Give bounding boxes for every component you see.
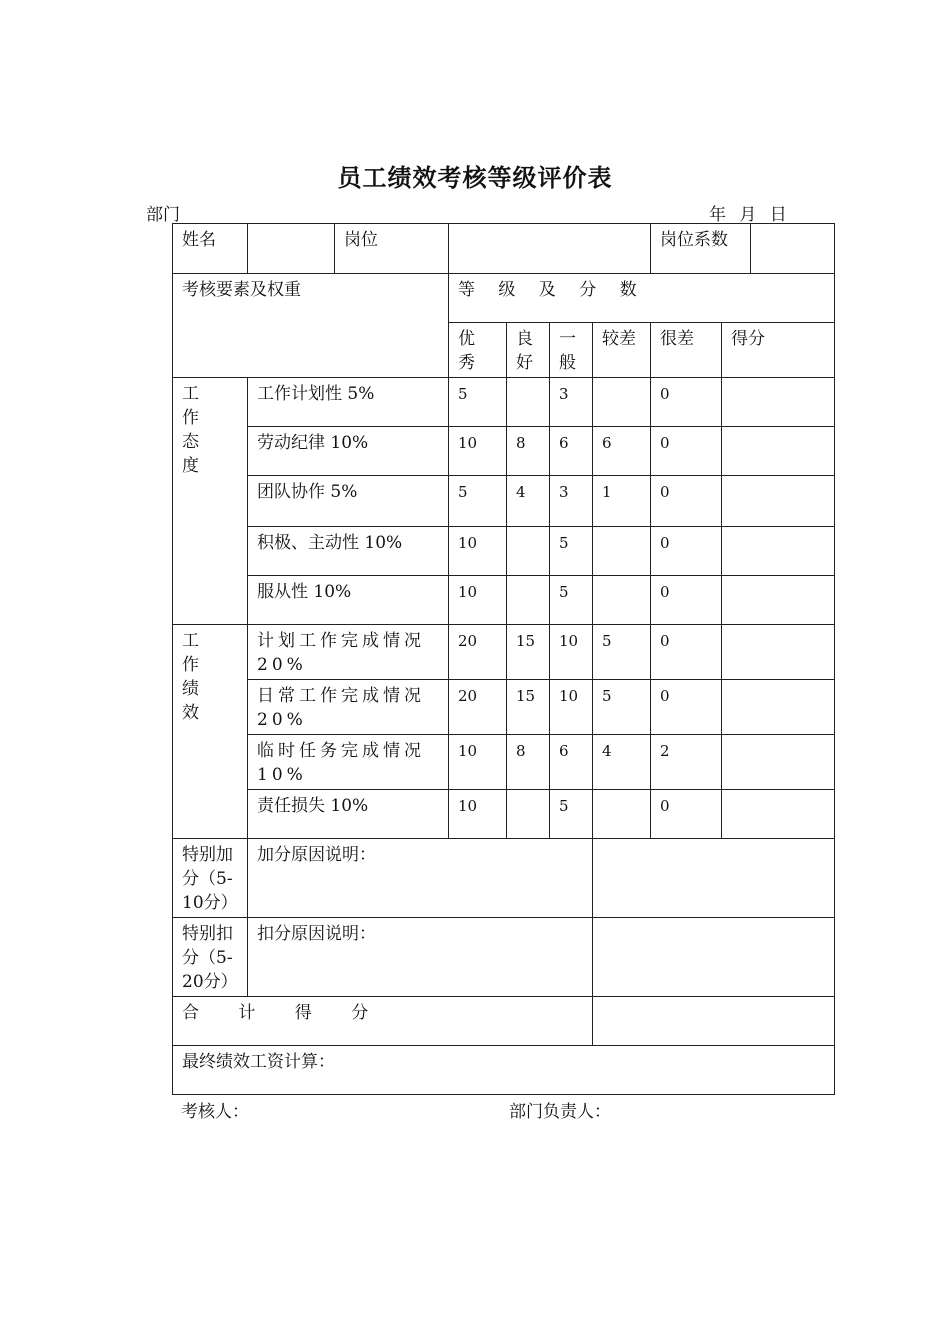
score-input[interactable]: [722, 476, 835, 527]
grade-very-poor: 很差: [651, 323, 722, 378]
table-row: [173, 427, 835, 476]
score-cell: 10: [550, 625, 593, 680]
dept-head-label: 部门负责人：: [509, 1102, 611, 1122]
criterion-label: 责任损失 10%: [248, 790, 449, 839]
table-row: [173, 527, 835, 576]
score-cell: 15: [507, 680, 550, 735]
score-cell: 20: [449, 680, 507, 735]
score-input[interactable]: [722, 527, 835, 576]
criteria-label: 考核要素及权重: [173, 274, 449, 378]
position-field[interactable]: [449, 224, 651, 274]
bonus-reason-label[interactable]: 加分原因说明：: [248, 839, 593, 918]
name-label: 姓名: [173, 224, 248, 274]
table-row: [173, 680, 835, 735]
section-attitude-label: 工作态度: [173, 378, 248, 625]
grade-good: 良好: [507, 323, 550, 378]
final-row: [173, 1046, 835, 1095]
score-cell: [507, 790, 550, 839]
score-cell: [593, 378, 651, 427]
score-cell: 0: [651, 576, 722, 625]
score-cell: 10: [449, 735, 507, 790]
score-cell: 8: [507, 735, 550, 790]
deduction-score-input[interactable]: [593, 918, 835, 997]
score-cell: 5: [593, 625, 651, 680]
score-cell: 10: [449, 576, 507, 625]
score-cell: 8: [507, 427, 550, 476]
criteria-header-row: [173, 274, 835, 323]
score-cell: [507, 378, 550, 427]
deduction-label: 特别扣分（5-20分）: [173, 918, 248, 997]
score-cell: 6: [550, 427, 593, 476]
score-cell: 10: [550, 680, 593, 735]
table-row: [173, 576, 835, 625]
grade-excellent: 优秀: [449, 323, 507, 378]
score-cell: [593, 527, 651, 576]
score-cell: 6: [550, 735, 593, 790]
criterion-label: 计划工作完成情况 20%: [248, 625, 449, 680]
score-cell: 4: [593, 735, 651, 790]
score-cell: 0: [651, 378, 722, 427]
score-cell: 0: [651, 790, 722, 839]
bonus-row: [173, 839, 835, 918]
score-cell: 3: [550, 378, 593, 427]
total-label: 合 计 得 分: [173, 997, 593, 1046]
score-input[interactable]: [722, 378, 835, 427]
criterion-label: 积极、主动性 10%: [248, 527, 449, 576]
score-cell: 5: [593, 680, 651, 735]
criterion-label: 日常工作完成情况 20%: [248, 680, 449, 735]
score-input[interactable]: [722, 680, 835, 735]
table-row: [173, 735, 835, 790]
score-cell: 5: [550, 527, 593, 576]
score-cell: 5: [449, 476, 507, 527]
bonus-score-input[interactable]: [593, 839, 835, 918]
score-cell: 20: [449, 625, 507, 680]
criterion-label: 服从性 10%: [248, 576, 449, 625]
criterion-label: 工作计划性 5%: [248, 378, 449, 427]
score-cell: 3: [550, 476, 593, 527]
score-cell: 5: [550, 790, 593, 839]
score-cell: 10: [449, 427, 507, 476]
table-row: [173, 625, 835, 680]
assessor-label: 考核人：: [181, 1102, 249, 1122]
score-cell: 5: [449, 378, 507, 427]
deduction-reason-label[interactable]: 扣分原因说明：: [248, 918, 593, 997]
grade-score-label: 等 级 及 分 数: [449, 274, 835, 323]
score-cell: 0: [651, 427, 722, 476]
score-cell: 2: [651, 735, 722, 790]
table-row: [173, 476, 835, 527]
score-cell: 15: [507, 625, 550, 680]
name-field[interactable]: [248, 224, 335, 274]
score-cell: [507, 576, 550, 625]
score-cell: 10: [449, 527, 507, 576]
coefficient-label: 岗位系数: [651, 224, 751, 274]
score-input[interactable]: [722, 625, 835, 680]
score-input[interactable]: [722, 790, 835, 839]
criterion-label: 团队协作 5%: [248, 476, 449, 527]
position-label: 岗位: [335, 224, 449, 274]
score-cell: 4: [507, 476, 550, 527]
criterion-label: 劳动纪律 10%: [248, 427, 449, 476]
grade-poor: 较差: [593, 323, 651, 378]
score-cell: 0: [651, 680, 722, 735]
score-cell: 6: [593, 427, 651, 476]
table-row: [173, 378, 835, 427]
score-cell: 0: [651, 527, 722, 576]
score-cell: [507, 527, 550, 576]
total-row: [173, 997, 835, 1046]
section-performance-label: 工作绩效: [173, 625, 248, 839]
score-cell: 1: [593, 476, 651, 527]
page-title: 员工绩效考核等级评价表: [337, 163, 613, 192]
final-pay-label[interactable]: 最终绩效工资计算：: [173, 1046, 835, 1095]
total-score-input[interactable]: [593, 997, 835, 1046]
score-input[interactable]: [722, 427, 835, 476]
date-label: 年 月 日: [709, 205, 787, 225]
deduction-row: [173, 918, 835, 997]
evaluation-table: [172, 223, 835, 1095]
department-label: 部门: [146, 205, 180, 225]
score-input[interactable]: [722, 576, 835, 625]
criterion-label: 临时任务完成情况 10%: [248, 735, 449, 790]
score-cell: 5: [550, 576, 593, 625]
score-input[interactable]: [722, 735, 835, 790]
grade-average: 一般: [550, 323, 593, 378]
score-cell: 0: [651, 476, 722, 527]
score-cell: [593, 576, 651, 625]
bonus-label: 特别加分（5-10分）: [173, 839, 248, 918]
score-label: 得分: [722, 323, 835, 378]
score-cell: 10: [449, 790, 507, 839]
header-row: [173, 224, 835, 274]
score-cell: 0: [651, 625, 722, 680]
score-cell: [593, 790, 651, 839]
table-row: [173, 790, 835, 839]
coefficient-field[interactable]: [751, 224, 835, 274]
